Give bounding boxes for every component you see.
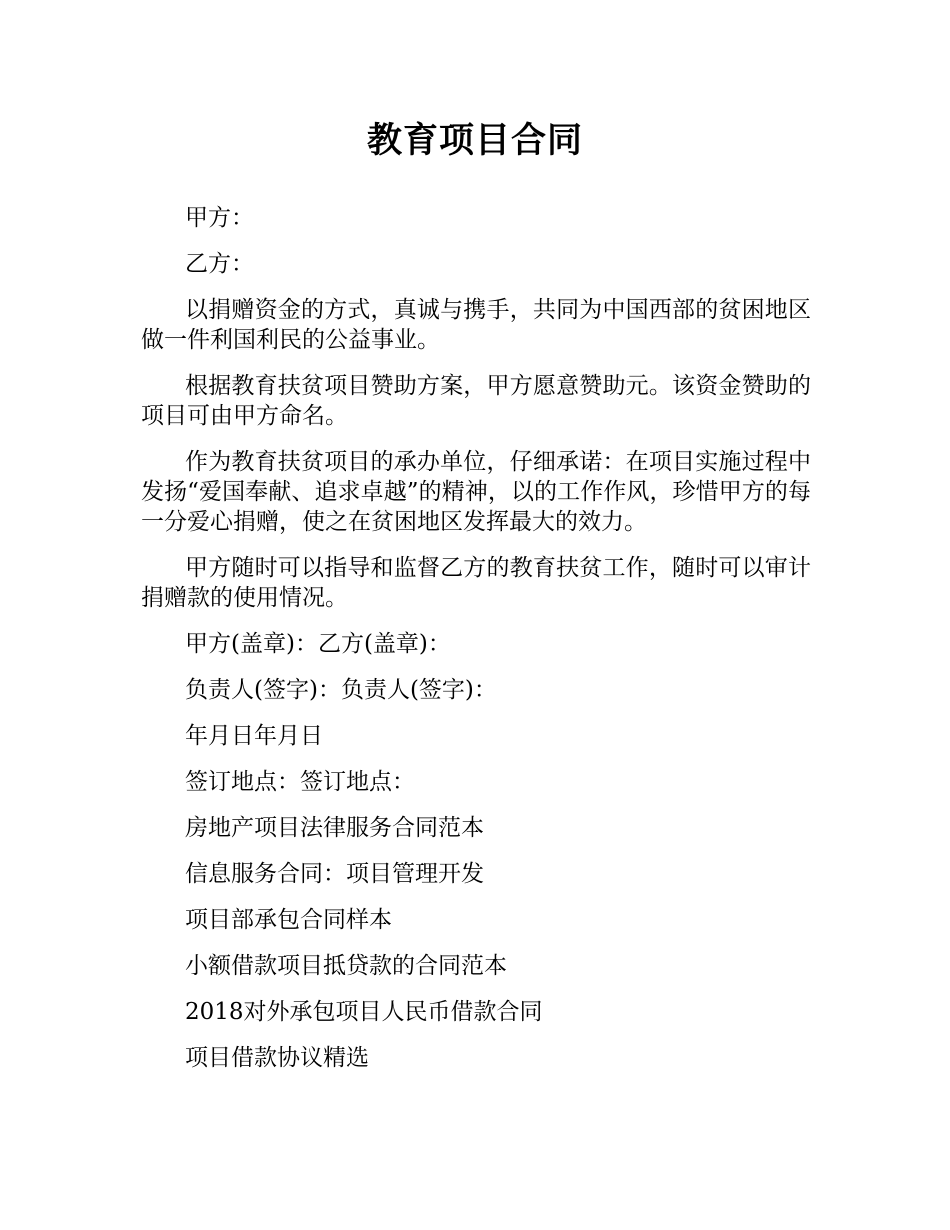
related-link: 2018对外承包项目人民币借款合同: [185, 999, 543, 1025]
document-body: [141, 203, 811, 1089]
related-link: 项目部承包合同样本: [185, 907, 392, 933]
body-paragraph: 甲方随时可以指导和监督乙方的教育扶贫工作，随时可以审计捐赠款的使用情况。: [141, 555, 811, 611]
body-paragraph: 以捐赠资金的方式，真诚与携手，共同为中国西部的贫困地区做一件利国利民的公益事业。: [141, 297, 811, 353]
party-b-line: 乙方：: [185, 251, 254, 277]
related-link: 小额借款项目抵贷款的合同范本: [185, 953, 507, 979]
date-line: 年月日年月日: [185, 723, 323, 749]
seal-line: 甲方(盖章)：乙方(盖章)：: [185, 631, 451, 657]
signature-line: 负责人(签字)：负责人(签字)：: [185, 677, 497, 703]
document-title: 教育项目合同: [366, 121, 583, 161]
body-paragraph: 根据教育扶贫项目赞助方案，甲方愿意赞助元。该资金赞助的项目可由甲方命名。: [141, 373, 811, 429]
party-a-line: 甲方：: [185, 205, 254, 231]
signing-place-line: 签订地点：签订地点：: [185, 769, 415, 795]
related-link: 项目借款协议精选: [185, 1045, 369, 1071]
related-link: 信息服务合同：项目管理开发: [185, 861, 484, 887]
related-link: 房地产项目法律服务合同范本: [185, 815, 484, 841]
body-paragraph: 作为教育扶贫项目的承办单位，仔细承诺：在项目实施过程中发扬“爱国奉献、追求卓越”的精神，以的工作作风，珍惜甲方的每一分爱心捐赠，使之在贫困地区发挥最大的效力。: [141, 449, 811, 535]
